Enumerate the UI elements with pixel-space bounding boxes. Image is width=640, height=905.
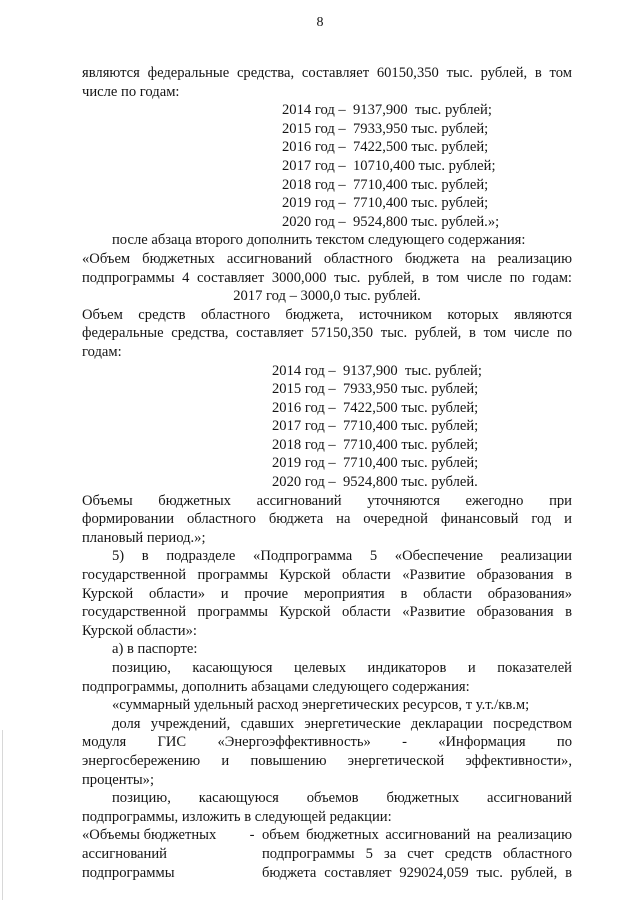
year-row: 2017 год – 7710,400 тыс. рублей; <box>272 418 479 435</box>
text-line: подпрограммы, дополнить абзацами следующего содержания: <box>82 678 470 695</box>
text-line: после абзаца второго дополнить текстом следующего содержания: <box>112 232 526 249</box>
text-line: государственной программы Курской области «Развитие образования в <box>82 567 572 584</box>
text-line: проценты»; <box>82 771 155 788</box>
text-line: 5) в подразделе «Подпрограмма 5 «Обеспечение реализации <box>112 548 572 565</box>
passport-value-column <box>262 826 572 882</box>
passport-dash: - <box>249 827 255 844</box>
text-line: 2017 год – 3000,0 тыс. рублей. <box>233 288 421 305</box>
year-row: 2015 год – 7933,950 тыс. рублей; <box>282 120 489 137</box>
year-row: 2019 год – 7710,400 тыс. рублей; <box>272 455 479 472</box>
text-line: энергосбережению и повышению энергетической эффективности», <box>82 752 572 769</box>
page-number: 8 <box>316 15 324 30</box>
year-row: 2020 год – 9524,800 тыс. рублей.»; <box>282 213 500 230</box>
year-row: 2016 год – 7422,500 тыс. рублей; <box>282 139 489 156</box>
year-row: 2016 год – 7422,500 тыс. рублей; <box>272 399 479 416</box>
year-row: 2019 год – 7710,400 тыс. рублей; <box>282 195 489 212</box>
passport-table <box>82 826 572 882</box>
text-line: государственной программы Курской области «Развитие образования в <box>82 604 572 621</box>
text-line: а) в паспорте: <box>112 641 198 658</box>
text-line: Курской области»: <box>82 622 197 639</box>
text-line: формировании областного бюджета на очередной финансовый год и <box>82 511 572 528</box>
text-line: являются федеральные средства, составляет 60150,350 тыс. рублей, в том <box>82 65 572 81</box>
passport-value-line: объем бюджетных ассигнований на реализацию <box>262 827 572 844</box>
text-line: доля учреждений, сдавших энергетические декларации посредством <box>112 715 572 732</box>
text-line: подпрограммы 4 составляет 3000,000 тыс. рублей, в том числе по годам: <box>82 269 572 286</box>
passport-value-line: бюджета составляет 929024,059 тыс. рублей, в <box>262 864 572 881</box>
year-row: 2020 год – 9524,800 тыс. рублей. <box>272 474 478 491</box>
scan-margin-line <box>2 730 3 900</box>
year-row: 2018 год – 7710,400 тыс. рублей; <box>282 176 489 193</box>
document-body <box>82 64 572 882</box>
passport-value-line: подпрограммы 5 за счет средств областного <box>262 845 572 862</box>
passport-label-line: ассигнований <box>82 845 167 862</box>
year-list-1 <box>82 101 572 231</box>
text-line: федеральные средства, составляет 57150,350 тыс. рублей, в том числе по <box>82 325 572 342</box>
year-row: 2018 год – 7710,400 тыс. рублей; <box>272 436 479 453</box>
text-line: подпрограммы, изложить в следующей редакции: <box>82 808 392 825</box>
text-line: «суммарный удельный расход энергетических ресурсов, т у.т./кв.м; <box>112 697 530 714</box>
year-row: 2017 год – 10710,400 тыс. рублей; <box>282 157 496 174</box>
passport-label-line: «Объемы бюджетных <box>82 827 217 844</box>
text-line: числе по годам: <box>82 83 180 100</box>
text-line: позицию, касающуюся объемов бюджетных ассигнований <box>112 790 572 807</box>
text-line: модуля ГИС «Энергоэффективность» - «Информация по <box>82 734 572 751</box>
text-line: Объем средств областного бюджета, источником которых являются <box>82 306 572 323</box>
text-line: «Объем бюджетных ассигнований областного бюджета на реализацию <box>82 250 572 267</box>
text-line: плановый период.»; <box>82 529 206 546</box>
text-line: годам: <box>82 343 122 360</box>
year-row: 2014 год – 9137,900 тыс. рублей; <box>272 362 482 379</box>
year-row: 2015 год – 7933,950 тыс. рублей; <box>272 381 479 398</box>
text-line: Курской области» и прочие мероприятия в области образования» <box>82 585 572 602</box>
text-line: позицию, касающуюся целевых индикаторов и показателей <box>112 660 572 676</box>
passport-label-line: подпрограммы <box>82 864 175 881</box>
year-row: 2014 год – 9137,900 тыс. рублей; <box>282 102 492 119</box>
year-list-2 <box>82 362 572 492</box>
text-line: Объемы бюджетных ассигнований уточняются ежегодно при <box>82 492 572 509</box>
passport-label-column <box>82 826 242 882</box>
